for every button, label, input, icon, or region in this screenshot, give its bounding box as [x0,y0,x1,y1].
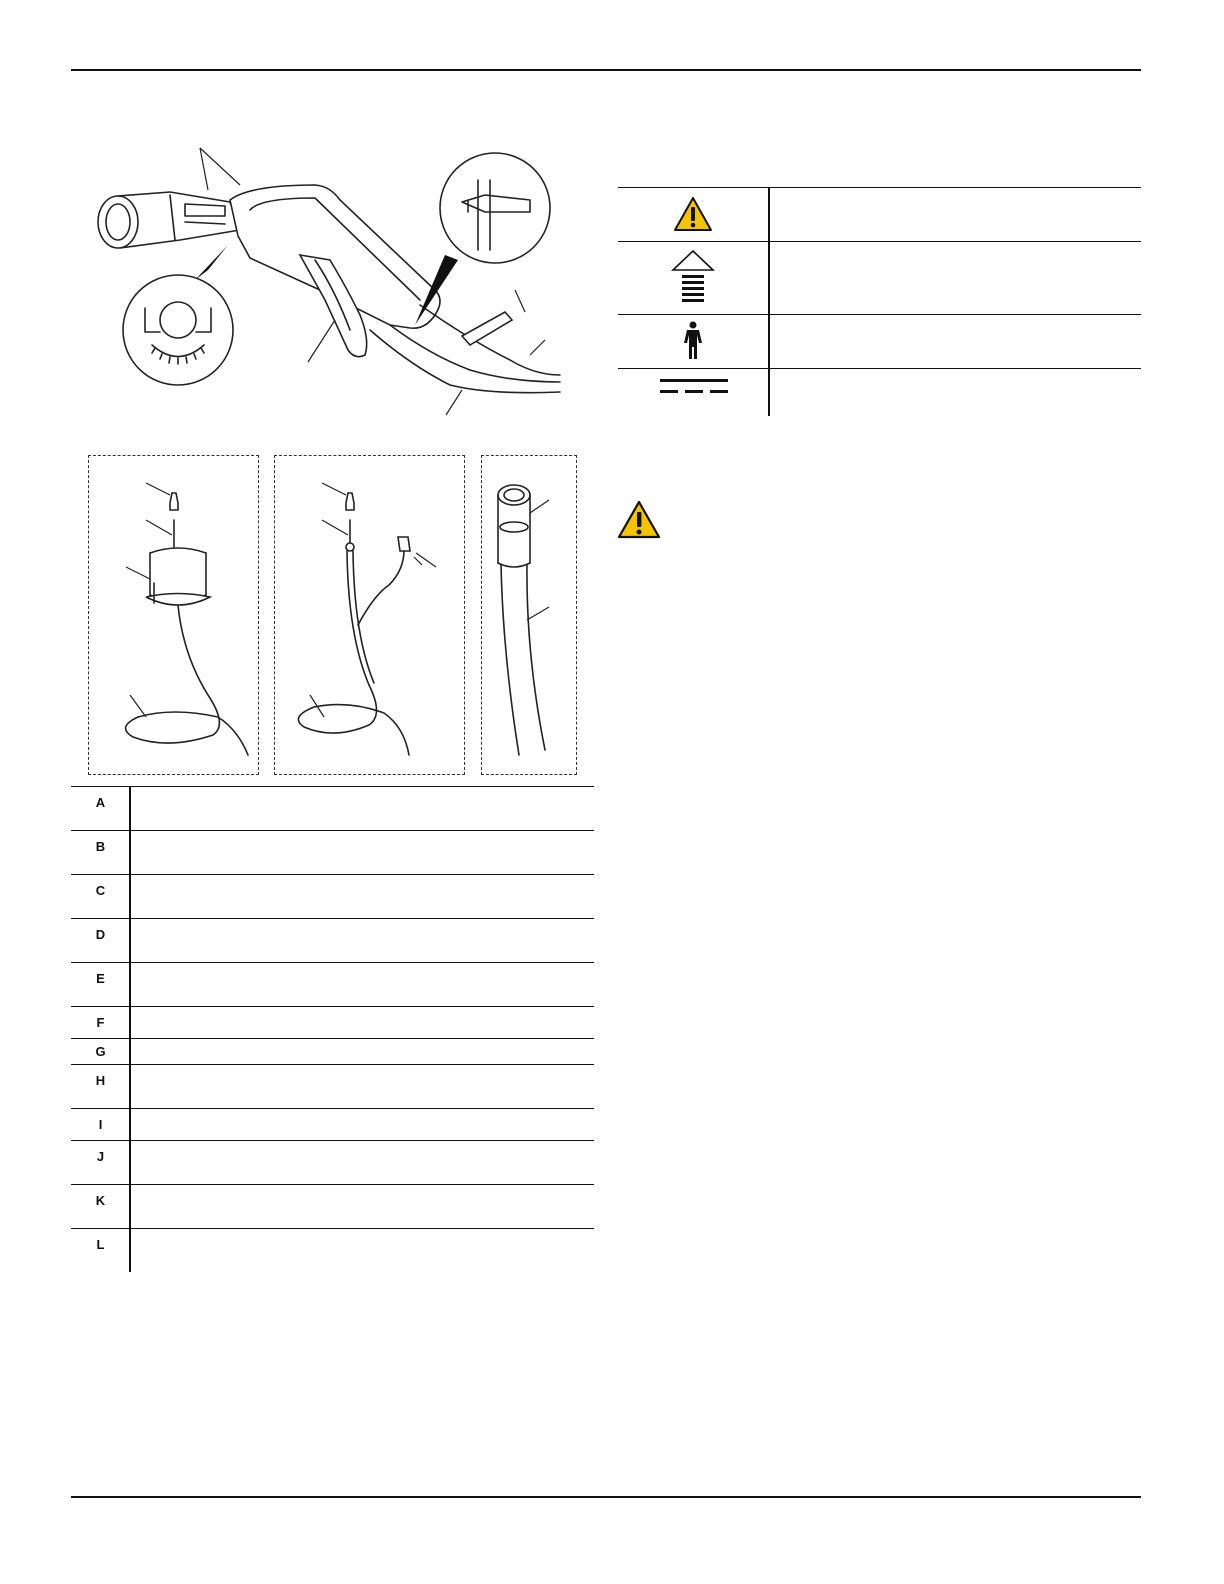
legend-key: C [95,883,106,898]
symbol-row [618,314,1141,368]
electrode-with-cable-illustration [274,455,465,775]
type-bf-applied-part-icon [680,321,706,361]
legend-row [71,962,594,1006]
legend-key: E [96,971,105,986]
symbol-row [618,241,1141,314]
legend-table [71,786,594,1272]
legend-divider [129,1185,131,1228]
legend-divider [129,787,131,830]
handpiece-illustration [90,140,570,430]
footer-rule [71,1496,1141,1498]
legend-key: D [95,927,106,942]
symbol-cell [618,242,768,314]
legend-divider [129,1109,131,1140]
warning-triangle-icon [673,196,713,232]
symbols-table [618,187,1141,416]
symbol-divider [768,242,770,314]
legend-divider [129,875,131,918]
legend-row [71,1038,594,1064]
header-rule [71,69,1141,71]
legend-divider [129,1141,131,1184]
symbol-divider [768,315,770,368]
legend-key: H [95,1073,106,1088]
legend-row [71,1184,594,1228]
symbol-row [618,368,1141,416]
legend-key: L [96,1237,105,1252]
legend-key: B [95,839,106,854]
legend-key: G [95,1044,106,1059]
legend-row [71,786,594,830]
legend-divider [129,963,131,1006]
legend-key: A [95,795,106,810]
legend-divider [129,1007,131,1038]
legend-key: K [95,1193,106,1208]
legend-row [71,1228,594,1272]
legend-row [71,918,594,962]
legend-row [71,874,594,918]
legend-row [71,1006,594,1038]
electrode-with-holster-illustration [88,455,259,775]
legend-row [71,1140,594,1184]
symbol-divider [768,369,770,416]
legend-row [71,1108,594,1140]
legend-row [71,830,594,874]
legend-divider [129,1065,131,1108]
legend-row [71,1064,594,1108]
legend-divider [129,1229,131,1272]
legend-key: J [96,1149,105,1164]
legend-divider [129,1039,131,1064]
legend-divider [129,919,131,962]
symbol-cell [618,315,768,368]
evacuation-tube-illustration [481,455,577,775]
direct-current-icon [660,377,728,397]
stacking-limit-arrow-icon [670,248,716,306]
legend-divider [129,831,131,874]
symbol-cell [618,369,768,416]
symbol-divider [768,188,770,241]
legend-key: F [96,1015,105,1030]
symbol-cell [618,188,768,241]
symbol-row [618,187,1141,241]
legend-key: I [98,1117,103,1132]
warning-triangle-icon [617,500,661,540]
